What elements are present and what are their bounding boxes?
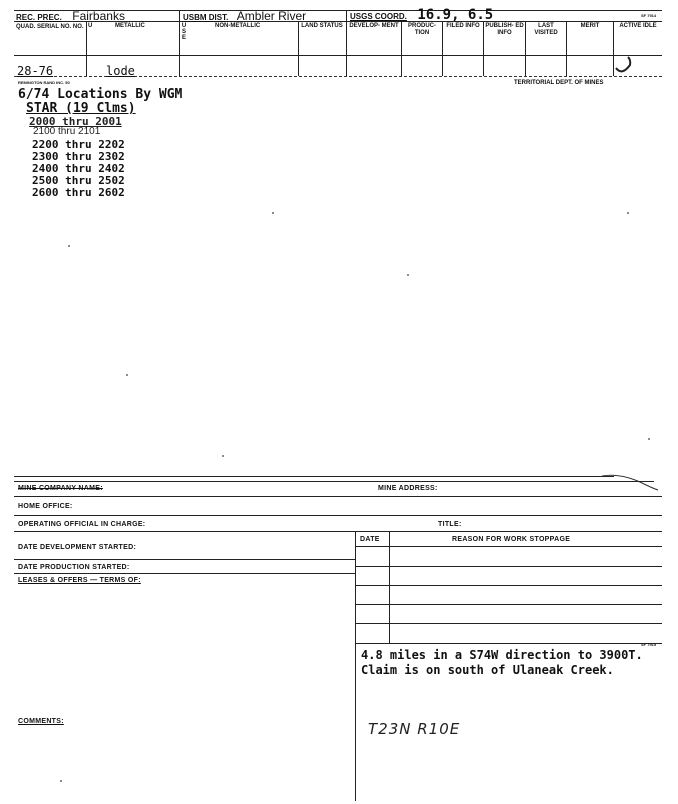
col-filed-info: FILED INFO xyxy=(446,23,480,29)
date-production-label: DATE PRODUCTION STARTED: xyxy=(18,564,130,571)
scan-speck xyxy=(627,212,629,214)
location-description xyxy=(361,648,643,678)
col-non-metallic: NON-METALLIC xyxy=(215,23,261,29)
lower-divider xyxy=(355,531,356,801)
scan-speck xyxy=(222,455,224,457)
mine-address-label: MINE ADDRESS: xyxy=(378,485,438,492)
col-production: PRODUC- TION xyxy=(408,23,436,36)
location-line: 2200 thru 2202 xyxy=(32,138,125,151)
handwritten-township: T23N R10E xyxy=(368,720,461,738)
description-line-1: 4.8 miles in a S74W direction to 3900T. xyxy=(361,648,643,662)
col-last-visited: LAST VISITED xyxy=(534,23,558,36)
usbm-dist-value: Ambler River xyxy=(236,9,307,23)
leases-offers-label: LEASES & OFFERS — TERMS OF: xyxy=(18,577,141,584)
col-active-idle: ACTIVE IDLE xyxy=(619,23,657,29)
scan-speck xyxy=(272,212,274,214)
usbm-dist-label: USBM DIST. xyxy=(183,13,229,22)
rec-prec-label: REC. PREC. xyxy=(16,13,62,22)
location-line: 2300 thru 2302 xyxy=(32,150,125,163)
location-line: 2500 thru 2502 xyxy=(32,174,125,187)
remington-stamp: REMINGTON RAND INC. 50 xyxy=(18,80,70,85)
col-merit: MERIT xyxy=(580,23,600,29)
locations-subtitle: STAR (19 Clms) xyxy=(26,101,136,116)
operating-official-label: OPERATING OFFICIAL IN CHARGE: xyxy=(18,521,146,528)
usgs-coord-field xyxy=(350,6,493,24)
location-line: 2600 thru 2602 xyxy=(32,186,125,199)
scan-speck xyxy=(407,274,409,276)
form-number-top: SF 7914 xyxy=(641,13,657,18)
col-quad-serial: QUAD. SERIAL NO. NO. xyxy=(16,24,84,30)
reason-column-header: REASON FOR WORK STOPPAGE xyxy=(452,536,571,543)
form-number-bottom: SF 7915 xyxy=(641,642,657,647)
rec-prec-field xyxy=(16,7,125,25)
scan-speck xyxy=(126,374,128,376)
col-metallic: METALLIC xyxy=(115,23,145,29)
date-development-label: DATE DEVELOPMENT STARTED: xyxy=(18,544,137,551)
corner-fold xyxy=(600,470,660,494)
scan-speck xyxy=(68,245,70,247)
comments-label: COMMENTS: xyxy=(18,718,64,725)
active-check-mark xyxy=(612,56,638,76)
col-u1: U xyxy=(88,23,93,29)
metallic-value: lode xyxy=(106,64,135,78)
locations-line-a-text: 2000 thru 2001 xyxy=(29,115,122,128)
locations-line-b: 2100 thru 2101 xyxy=(33,126,101,137)
col-development: DEVELOP- MENT xyxy=(349,23,399,29)
quad-serial-value: 28-76 xyxy=(17,64,54,78)
territorial-stamp: TERRITORIAL DEPT. OF MINES xyxy=(514,80,604,86)
home-office-label: HOME OFFICE: xyxy=(18,503,73,510)
col-land-status: LAND STATUS xyxy=(301,23,343,29)
locations-list xyxy=(32,139,125,199)
description-line-2: Claim is on south of Ulaneak Creek. xyxy=(361,663,614,677)
col-published-info: PUBLISH- ED INFO xyxy=(485,23,524,36)
usgs-coord-label: USGS COORD. xyxy=(350,12,407,21)
col-use: U S E xyxy=(181,23,187,41)
scan-speck xyxy=(648,438,650,440)
mine-company-name-label: MINE COMPANY NAME: xyxy=(18,485,103,492)
locations-title: 6/74 Locations By WGM xyxy=(18,87,183,102)
usgs-coord-value: 16.9, 6.5 xyxy=(417,7,494,23)
lower-top-rule xyxy=(14,476,614,477)
rec-prec-value: Fairbanks xyxy=(72,9,125,23)
scan-speck xyxy=(60,780,62,782)
location-line: 2400 thru 2402 xyxy=(32,162,125,175)
title-label: TITLE: xyxy=(438,521,462,528)
date-column-header: DATE xyxy=(360,536,380,543)
